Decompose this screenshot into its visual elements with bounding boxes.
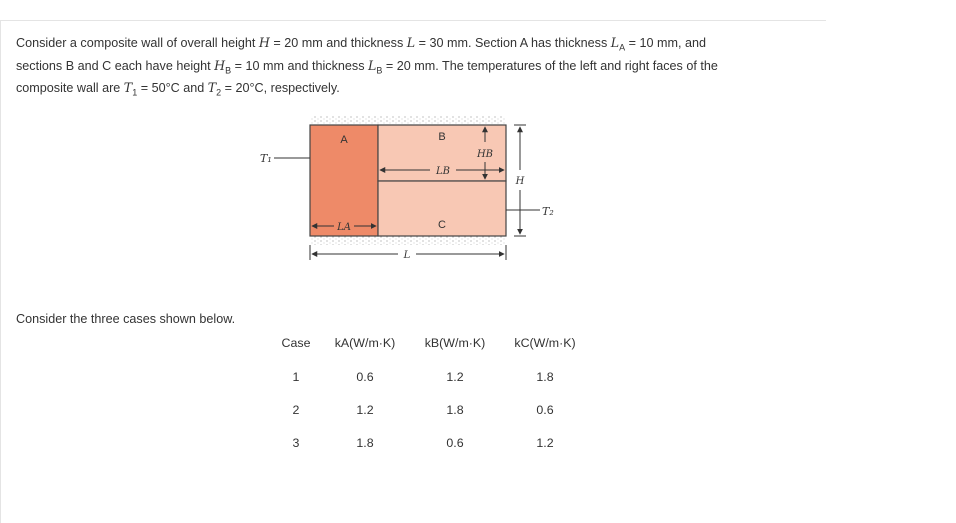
label-h: H — [515, 176, 525, 187]
cell-kb: 0.6 — [446, 436, 464, 450]
label-la: LA — [337, 222, 351, 233]
table-row — [272, 436, 590, 469]
cell-kc: 1.8 — [536, 370, 554, 384]
conductivity-table — [272, 336, 590, 469]
composite-wall-diagram — [230, 100, 580, 270]
cell-kb: 1.8 — [446, 403, 464, 417]
cell-ka: 1.2 — [356, 403, 374, 417]
header-ka: kA(W/m·K) — [334, 336, 396, 350]
cell-kb: 1.2 — [446, 370, 464, 384]
cell-case: 2 — [292, 403, 300, 417]
cases-prompt: Consider the three cases shown below. — [16, 312, 236, 326]
label-l: L — [403, 250, 411, 261]
cell-ka: 0.6 — [356, 370, 374, 384]
label-hb: HB — [476, 149, 494, 160]
cell-kc: 1.2 — [536, 436, 554, 450]
label-t2: T₂ — [542, 205, 554, 218]
cell-case: 3 — [292, 436, 300, 450]
problem-line-3: composite wall are $T_1 = 50^\circ C$ and $T_2 = 20^\circ C$, respectively. — [16, 80, 340, 98]
table-row — [272, 370, 590, 403]
label-section-b: B — [438, 131, 446, 143]
label-section-c: C — [438, 219, 446, 231]
problem-line-1: Consider a composite wall of overall height H = 20 mm and thickness L = 30 mm. Section A has thickness $L_A = 10$ mm, and — [16, 35, 707, 53]
label-lb: LB — [436, 166, 450, 177]
cell-kc: 0.6 — [536, 403, 554, 417]
cell-case: 1 — [292, 370, 300, 384]
problem-line-2: sections B and C each have height $H_B = 10$ mm and thickness $L_B = 20$ mm. The temperatures of the left and right faces of the — [16, 57, 718, 76]
header-kc: kC(W/m·K) — [514, 336, 576, 350]
table-header-row — [272, 336, 590, 370]
cell-ka: 1.8 — [356, 436, 374, 450]
problem-statement — [16, 34, 806, 102]
top-insulation — [310, 116, 506, 125]
label-section-a: A — [340, 134, 348, 146]
label-t1: T₁ — [260, 152, 272, 165]
header-case: Case — [281, 336, 311, 350]
table-row — [272, 403, 590, 436]
header-kb: kB(W/m·K) — [424, 336, 486, 350]
bottom-insulation — [310, 236, 506, 245]
